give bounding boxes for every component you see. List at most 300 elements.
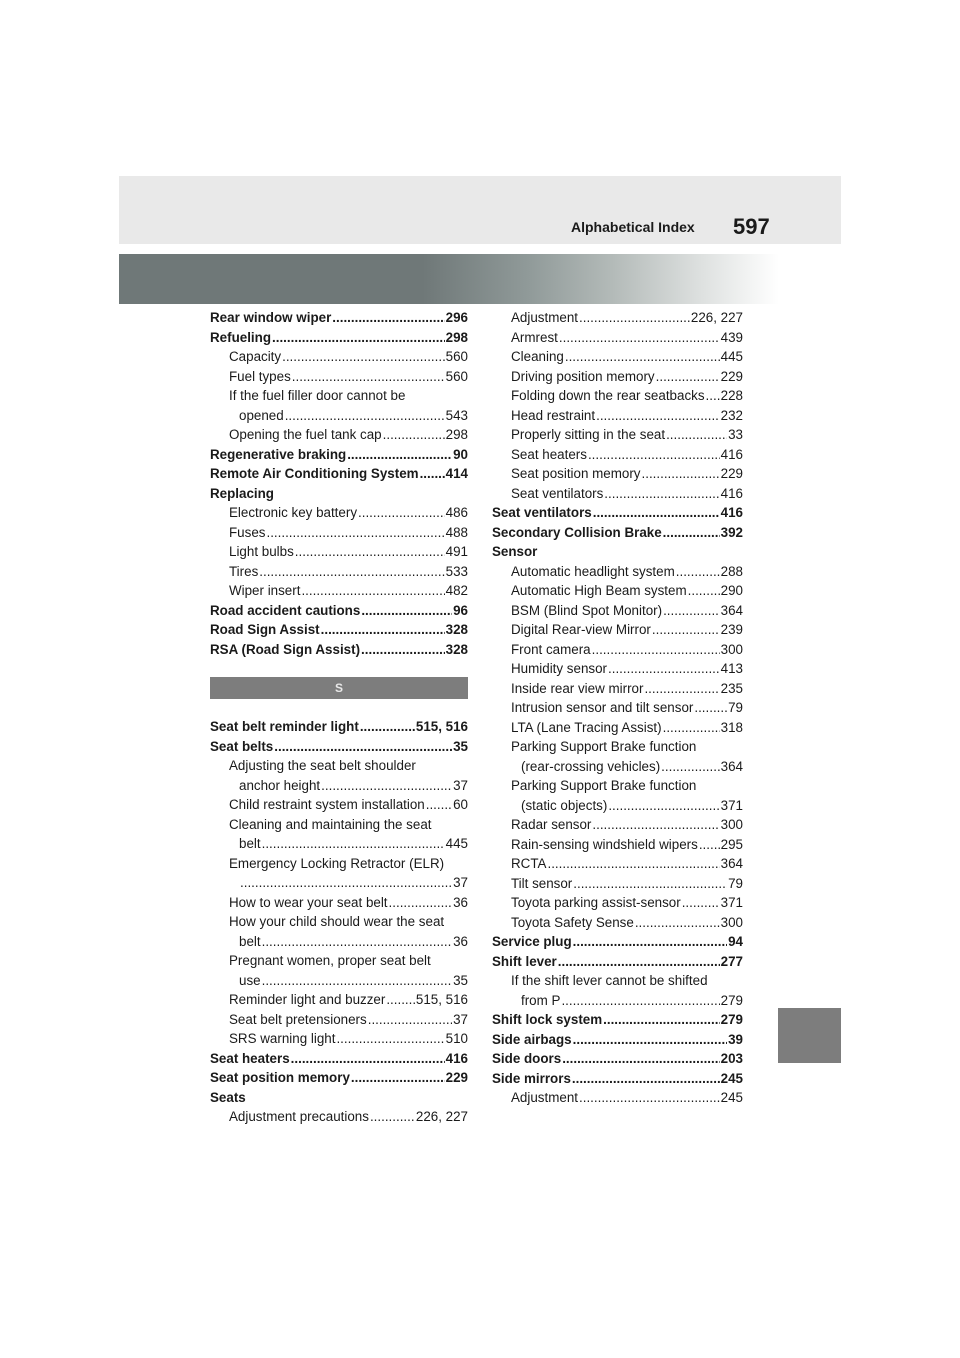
entry-term: Shift lock system — [492, 1012, 603, 1027]
entry-term: Capacity — [229, 349, 282, 364]
entry-term: Opening the fuel tank cap — [229, 427, 382, 442]
entry-term: Fuses — [229, 524, 266, 540]
dot-leader — [370, 1107, 415, 1127]
index-entry — [492, 484, 743, 504]
entry-term: Inside rear view mirror — [511, 680, 644, 696]
index-entry — [210, 386, 468, 406]
entry-page-ref[interactable]: 290 — [720, 583, 743, 598]
index-entry — [210, 328, 468, 348]
dot-leader — [386, 990, 415, 1010]
entry-page-ref[interactable]: 245 — [720, 1070, 743, 1086]
header-title: Alphabetical Index — [571, 219, 695, 235]
entry-term: Side mirrors — [492, 1070, 571, 1086]
dot-leader — [572, 1069, 720, 1089]
entry-page-ref[interactable]: 300 — [720, 914, 743, 930]
dot-leader — [321, 620, 445, 640]
dot-leader — [676, 562, 720, 582]
entry-term: Digital Rear-view Mirror — [511, 622, 651, 637]
dot-leader — [706, 386, 720, 406]
dot-leader — [663, 523, 720, 543]
dot-leader — [562, 1049, 719, 1069]
dot-leader — [579, 1088, 720, 1108]
index-entry — [492, 445, 743, 465]
entry-page-ref[interactable]: 35 — [453, 972, 468, 988]
entry-term: Tilt sensor — [511, 875, 573, 891]
index-entry — [210, 795, 468, 815]
entry-page-ref[interactable]: 39 — [728, 1031, 743, 1047]
entry-term: use — [239, 972, 261, 988]
index-entry — [492, 581, 743, 601]
index-entry — [210, 1010, 468, 1030]
index-entry — [210, 912, 468, 932]
entry-term: Cleaning — [511, 349, 564, 364]
entry-page-ref[interactable]: 510 — [445, 1031, 468, 1046]
index-entry — [210, 815, 468, 835]
index-entry — [492, 367, 743, 387]
dot-leader — [559, 328, 720, 348]
index-entry — [210, 581, 468, 601]
index-entry — [210, 484, 468, 504]
index-entry — [492, 1088, 743, 1108]
index-entry — [492, 815, 743, 835]
entry-term: belt — [239, 836, 261, 851]
entry-term: Child restraint system installation — [229, 797, 425, 812]
entry-term: RSA (Road Sign Assist) — [210, 641, 361, 657]
entry-term: Seat belt reminder light — [210, 719, 359, 734]
dot-leader — [361, 640, 445, 660]
entry-term: Parking Support Brake function — [511, 778, 697, 793]
entry-term: Seat ventilators — [511, 485, 604, 501]
entry-page-ref[interactable]: 298 — [445, 427, 468, 442]
entry-page-ref[interactable]: 486 — [445, 505, 468, 520]
entry-page-ref[interactable]: 416 — [720, 505, 743, 520]
index-list-r — [210, 308, 468, 659]
index-entry — [210, 1029, 468, 1049]
dot-leader — [262, 834, 445, 854]
dot-leader — [336, 1029, 444, 1049]
index-entry — [492, 308, 743, 328]
entry-page-ref[interactable]: 279 — [720, 992, 743, 1008]
entry-page-ref[interactable]: 515, 516 — [415, 992, 468, 1007]
index-list-s-continued — [492, 308, 743, 1108]
dot-leader — [332, 308, 444, 328]
entry-term: Replacing — [210, 485, 274, 501]
index-entry — [210, 1068, 468, 1088]
index-entry — [210, 932, 468, 952]
index-entry — [210, 1107, 468, 1127]
index-entry — [492, 718, 743, 738]
dot-leader — [361, 601, 452, 621]
dot-leader — [360, 717, 415, 737]
entry-page-ref[interactable]: 491 — [445, 544, 468, 559]
entry-page-ref[interactable]: 515, 516 — [415, 719, 468, 734]
dot-leader — [295, 542, 445, 562]
index-entry — [492, 620, 743, 640]
dot-leader — [321, 776, 452, 796]
index-entry — [492, 464, 743, 484]
entry-term: Folding down the rear seatbacks — [511, 388, 705, 403]
entry-term: RCTA — [511, 856, 547, 871]
entry-term: If the fuel filler door cannot be — [229, 388, 406, 403]
entry-page-ref[interactable]: 229 — [720, 368, 743, 384]
entry-term: Fuel types — [229, 368, 291, 384]
entry-term: Rear window wiper — [210, 310, 332, 325]
entry-term: If the shift lever cannot be shifted — [511, 973, 708, 988]
entry-term: Refueling — [210, 329, 272, 345]
entry-term: Seat position memory — [511, 466, 641, 481]
entry-term: LTA (Lane Tracing Assist) — [511, 719, 662, 735]
dot-leader — [603, 1010, 720, 1030]
entry-term: Emergency Locking Retractor (ELR) — [229, 855, 445, 871]
entry-term: Seats — [210, 1089, 246, 1105]
dot-leader — [347, 445, 452, 465]
index-entry — [492, 1049, 743, 1069]
entry-term: Head restraint — [511, 407, 596, 423]
index-entry — [492, 679, 743, 699]
dot-leader — [565, 347, 720, 367]
entry-term: How your child should wear the seat — [229, 914, 445, 929]
entry-page-ref[interactable]: 445 — [445, 836, 468, 851]
index-entry — [492, 562, 743, 582]
dot-leader — [426, 795, 452, 815]
dot-leader — [558, 952, 720, 972]
index-entry — [492, 1010, 743, 1030]
entry-page-ref[interactable]: 392 — [720, 524, 743, 540]
index-entry — [210, 776, 468, 796]
entry-page-ref[interactable]: 416 — [445, 1050, 468, 1066]
entry-term: Adjustment — [511, 310, 578, 325]
entry-page-ref[interactable]: 229 — [720, 466, 743, 481]
dot-leader — [661, 757, 720, 777]
entry-term: Seat belt pretensioners — [229, 1011, 367, 1027]
index-entry — [210, 308, 468, 328]
entry-page-ref[interactable]: 36 — [453, 894, 468, 910]
index-entry — [492, 1030, 743, 1050]
dot-leader — [573, 1030, 727, 1050]
entry-term: Adjustment precautions — [229, 1109, 369, 1124]
index-entry — [492, 1069, 743, 1089]
section-header-s: S — [210, 677, 468, 699]
entry-page-ref[interactable]: 300 — [720, 641, 743, 657]
thumb-tab — [778, 1008, 841, 1063]
entry-term: opened — [239, 407, 284, 423]
entry-term: How to wear your seat belt — [229, 894, 388, 910]
index-entry — [210, 717, 468, 737]
index-entry — [492, 523, 743, 543]
entry-page-ref[interactable]: 79 — [728, 700, 743, 715]
entry-term: Intrusion sensor and tilt sensor — [511, 700, 694, 715]
dot-leader — [351, 1068, 445, 1088]
dot-leader — [608, 659, 720, 679]
entry-term: Side doors — [492, 1051, 562, 1066]
index-column-right — [492, 308, 743, 1108]
entry-page-ref[interactable]: 416 — [720, 446, 743, 462]
entry-term: Rain-sensing windshield wipers — [511, 836, 698, 852]
index-entry — [210, 425, 468, 445]
index-entry — [492, 542, 743, 562]
entry-page-ref[interactable]: 364 — [720, 856, 743, 871]
entry-page-ref[interactable]: 226, 227 — [415, 1109, 468, 1124]
dot-leader — [604, 484, 719, 504]
dot-leader — [358, 503, 445, 523]
entry-page-ref[interactable]: 60 — [453, 797, 468, 812]
dot-leader — [596, 406, 720, 426]
entry-term: Automatic headlight system — [511, 563, 675, 579]
entry-page-ref[interactable]: 277 — [720, 953, 743, 969]
entry-term: Pregnant women, proper seat belt — [229, 953, 431, 968]
entry-page-ref[interactable]: 413 — [720, 661, 743, 676]
index-entry — [210, 873, 468, 893]
entry-term: (static objects) — [521, 797, 608, 813]
entry-term: Adjustment — [511, 1090, 578, 1105]
entry-term: Seat ventilators — [492, 505, 592, 520]
index-list-s — [210, 717, 468, 1127]
index-entry — [210, 601, 468, 621]
index-entry — [492, 932, 743, 952]
dot-leader — [592, 640, 720, 660]
entry-term: Remote Air Conditioning System — [210, 466, 419, 481]
entry-page-ref[interactable]: 235 — [720, 680, 743, 696]
entry-page-ref[interactable]: 482 — [445, 583, 468, 598]
index-entry — [492, 854, 743, 874]
index-entry — [492, 659, 743, 679]
entry-term: Road Sign Assist — [210, 622, 320, 637]
entry-page-ref[interactable]: 300 — [720, 817, 743, 832]
index-entry — [492, 425, 743, 445]
dot-leader — [301, 581, 444, 601]
dot-leader — [644, 679, 719, 699]
dot-leader — [642, 464, 720, 484]
page-number: 597 — [733, 214, 770, 239]
dot-leader — [682, 893, 720, 913]
dot-leader — [259, 562, 444, 582]
entry-page-ref[interactable]: 328 — [445, 622, 468, 637]
index-entry — [492, 991, 743, 1011]
index-entry — [210, 737, 468, 757]
index-entry — [210, 1049, 468, 1069]
entry-page-ref[interactable]: 79 — [728, 875, 743, 891]
entry-page-ref[interactable]: 560 — [445, 349, 468, 364]
index-column-left — [210, 308, 468, 1127]
index-entry — [492, 796, 743, 816]
entry-term: Light bulbs — [229, 544, 294, 559]
entry-page-ref[interactable]: 203 — [720, 1051, 743, 1066]
dot-leader — [688, 581, 720, 601]
index-entry — [492, 757, 743, 777]
entry-page-ref[interactable]: 560 — [445, 368, 468, 384]
entry-page-ref[interactable]: 37 — [453, 1011, 468, 1027]
entry-term: Cleaning and maintaining the seat — [229, 816, 432, 832]
dot-leader — [274, 737, 452, 757]
decorative-band — [119, 254, 779, 304]
entry-page-ref[interactable]: 371 — [720, 797, 743, 813]
index-entry — [210, 503, 468, 523]
entry-term: Properly sitting in the seat — [511, 427, 666, 442]
index-entry — [210, 834, 468, 854]
entry-page-ref[interactable]: 318 — [720, 719, 743, 735]
entry-page-ref[interactable]: 416 — [720, 485, 743, 501]
index-entry — [492, 698, 743, 718]
entry-page-ref[interactable]: 445 — [720, 349, 743, 364]
index-entry — [492, 874, 743, 894]
entry-term: Toyota parking assist-sensor — [511, 895, 681, 910]
index-entry — [210, 523, 468, 543]
entry-page-ref[interactable]: 245 — [720, 1090, 743, 1105]
dot-leader — [635, 913, 720, 933]
dot-leader — [420, 464, 445, 484]
entry-term: Driving position memory — [511, 368, 655, 384]
entry-page-ref[interactable]: 232 — [720, 407, 743, 423]
entry-page-ref[interactable]: 414 — [445, 466, 468, 481]
entry-page-ref[interactable]: 488 — [445, 524, 468, 540]
entry-term: Parking Support Brake function — [511, 739, 697, 754]
entry-page-ref[interactable]: 37 — [453, 777, 468, 793]
dot-leader — [573, 932, 727, 952]
entry-page-ref[interactable]: 228 — [720, 388, 743, 403]
index-entry — [492, 347, 743, 367]
dot-leader — [694, 698, 727, 718]
index-entry — [210, 1088, 468, 1108]
entry-term: Tires — [229, 563, 259, 579]
entry-page-ref[interactable]: 36 — [453, 933, 468, 949]
entry-page-ref[interactable]: 226, 227 — [690, 310, 743, 325]
dot-leader — [699, 835, 720, 855]
index-entry — [492, 776, 743, 796]
entry-page-ref[interactable]: 288 — [720, 563, 743, 579]
dot-leader — [663, 718, 720, 738]
dot-leader — [240, 873, 452, 893]
entry-term: Front camera — [511, 641, 591, 657]
entry-term: Road accident cautions — [210, 602, 361, 618]
entry-term: anchor height — [239, 777, 321, 793]
dot-leader — [272, 328, 445, 348]
index-entry — [492, 386, 743, 406]
entry-term: Armrest — [511, 329, 558, 345]
entry-term: belt — [239, 933, 261, 949]
entry-page-ref[interactable]: 364 — [720, 758, 743, 774]
index-entry — [492, 601, 743, 621]
entry-term: from P — [521, 992, 561, 1008]
index-entry — [210, 445, 468, 465]
index-entry — [210, 756, 468, 776]
index-entry — [210, 640, 468, 660]
index-entry — [492, 328, 743, 348]
entry-term: Side airbags — [492, 1031, 572, 1047]
index-entry — [492, 503, 743, 523]
entry-page-ref[interactable]: 37 — [453, 875, 468, 890]
entry-page-ref[interactable]: 439 — [720, 329, 743, 345]
index-entry — [210, 971, 468, 991]
index-entry — [210, 620, 468, 640]
entry-page-ref[interactable]: 295 — [720, 836, 743, 852]
dot-leader — [592, 815, 719, 835]
dot-leader — [652, 620, 720, 640]
index-entry — [492, 971, 743, 991]
index-entry — [210, 406, 468, 426]
entry-page-ref[interactable]: 364 — [720, 602, 743, 618]
entry-term: Humidity sensor — [511, 661, 607, 676]
entry-term: (rear-crossing vehicles) — [521, 758, 661, 774]
dot-leader — [262, 971, 453, 991]
entry-page-ref[interactable]: 35 — [453, 738, 468, 754]
index-entry — [492, 737, 743, 757]
dot-leader — [389, 893, 453, 913]
dot-leader — [262, 932, 453, 952]
entry-page-ref[interactable]: 229 — [445, 1070, 468, 1085]
entry-term: Automatic High Beam system — [511, 583, 687, 598]
entry-page-ref[interactable]: 239 — [720, 622, 743, 637]
entry-term: Radar sensor — [511, 817, 592, 832]
dot-leader — [285, 406, 445, 426]
dot-leader — [656, 367, 720, 387]
entry-page-ref[interactable]: 96 — [453, 602, 468, 618]
entry-page-ref[interactable]: 279 — [720, 1012, 743, 1027]
entry-page-ref[interactable]: 94 — [728, 934, 743, 949]
entry-term: Shift lever — [492, 953, 557, 969]
entry-term: Seat heaters — [210, 1050, 290, 1066]
index-entry — [210, 347, 468, 367]
index-entry — [210, 367, 468, 387]
index-entry — [210, 464, 468, 484]
entry-term: Sensor — [492, 544, 538, 559]
entry-term: SRS warning light — [229, 1031, 336, 1046]
entry-term: Seat belts — [210, 738, 274, 754]
entry-page-ref[interactable]: 371 — [720, 895, 743, 910]
dot-leader — [291, 1049, 445, 1069]
index-entry — [210, 854, 468, 874]
entry-term: Regenerative braking — [210, 446, 347, 462]
dot-leader — [579, 308, 690, 328]
index-entry — [492, 406, 743, 426]
entry-term: Toyota Safety Sense — [511, 914, 634, 930]
index-entry — [492, 952, 743, 972]
dot-leader — [266, 523, 444, 543]
entry-term: Seat heaters — [511, 446, 587, 462]
entry-term: Service plug — [492, 934, 572, 949]
dot-leader — [608, 796, 719, 816]
dot-leader — [547, 854, 719, 874]
index-entry — [210, 990, 468, 1010]
index-entry — [492, 835, 743, 855]
dot-leader — [666, 425, 727, 445]
dot-leader — [292, 367, 445, 387]
entry-page-ref[interactable]: 298 — [445, 329, 468, 345]
entry-term: Electronic key battery — [229, 505, 358, 520]
index-entry — [210, 893, 468, 913]
dot-leader — [588, 445, 720, 465]
entry-page-ref[interactable]: 533 — [445, 563, 468, 579]
dot-leader — [593, 503, 720, 523]
entry-page-ref[interactable]: 328 — [445, 641, 468, 657]
index-entry — [210, 542, 468, 562]
index-entry — [210, 562, 468, 582]
dot-leader — [368, 1010, 452, 1030]
dot-leader — [663, 601, 720, 621]
entry-term: Seat position memory — [210, 1070, 350, 1085]
entry-page-ref[interactable]: 90 — [453, 446, 468, 462]
index-entry — [492, 913, 743, 933]
entry-term: Secondary Collision Brake — [492, 524, 662, 540]
entry-page-ref[interactable]: 33 — [728, 427, 743, 442]
dot-leader — [561, 991, 719, 1011]
entry-page-ref[interactable]: 543 — [445, 407, 468, 423]
entry-page-ref[interactable]: 296 — [445, 310, 468, 325]
entry-term: Wiper insert — [229, 583, 301, 598]
entry-term: Reminder light and buzzer — [229, 992, 386, 1007]
dot-leader — [383, 425, 445, 445]
index-entry — [210, 951, 468, 971]
entry-term: BSM (Blind Spot Monitor) — [511, 602, 663, 618]
